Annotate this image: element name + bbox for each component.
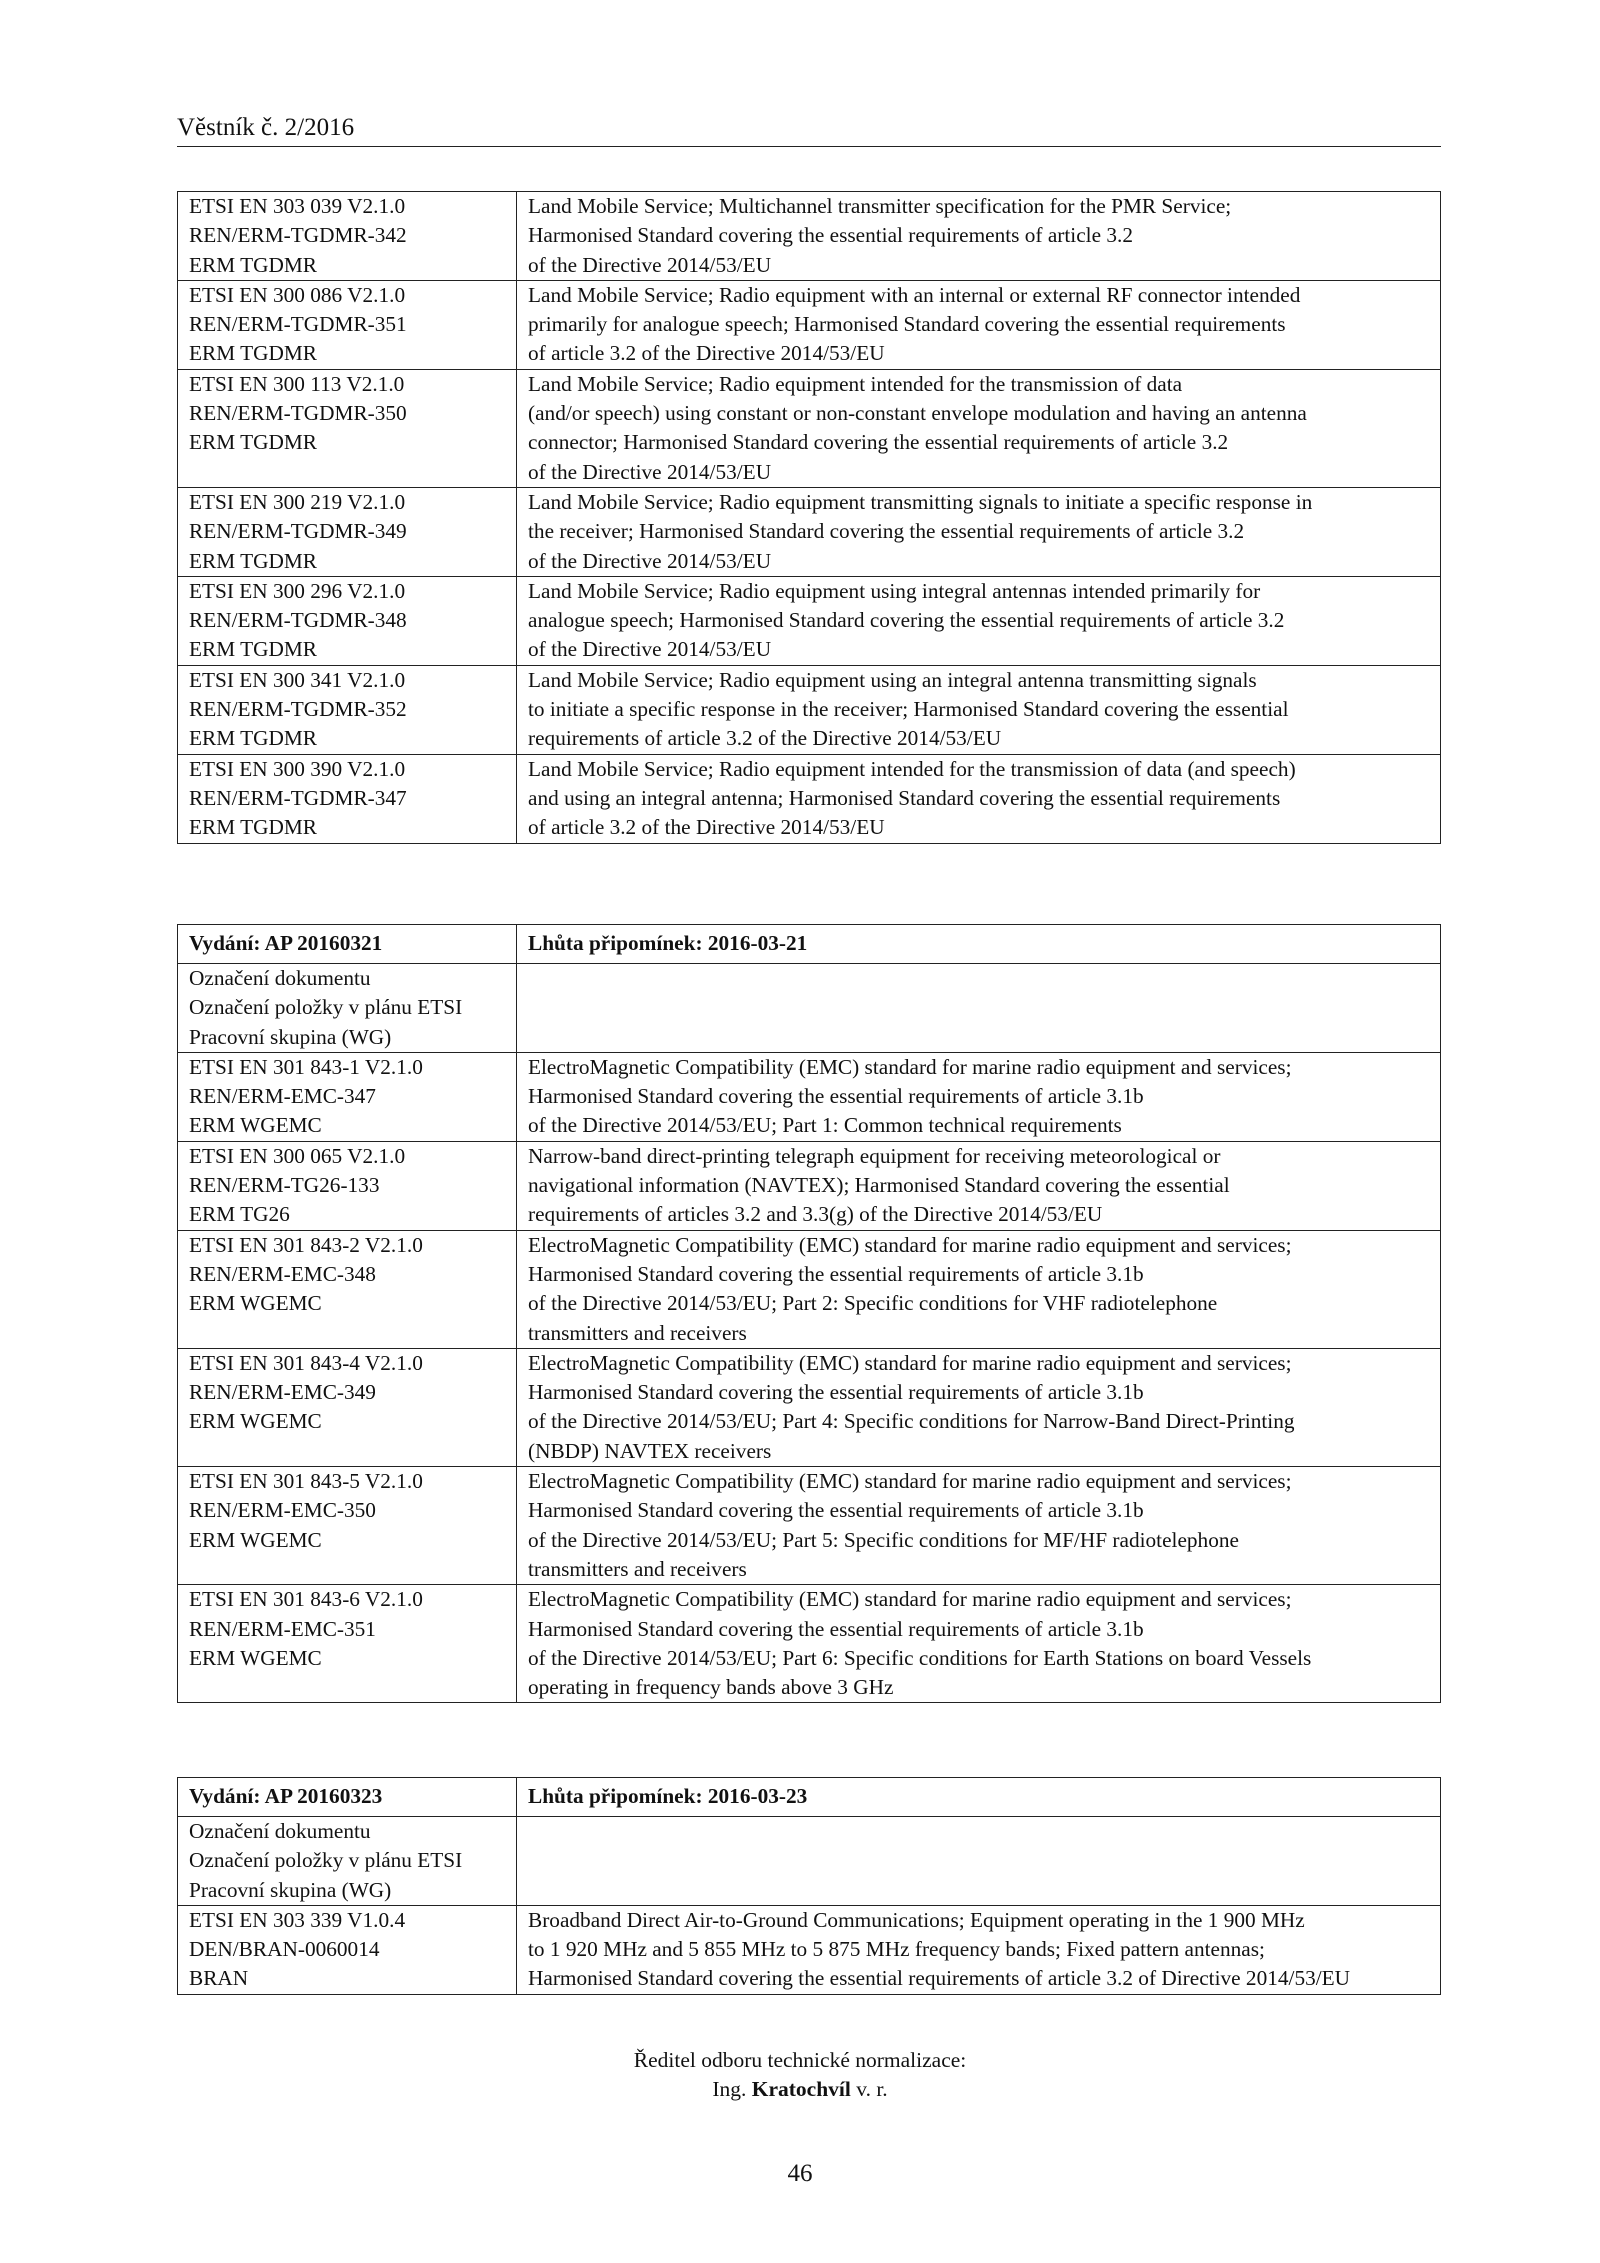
work-item: DEN/BRAN-0060014 (189, 1937, 380, 1962)
standard-number: ETSI EN 303 339 V1.0.4 (189, 1907, 406, 1932)
standard-title-cell (517, 280, 1441, 369)
signature-name: Kratochvíl (751, 2077, 851, 2101)
standard-id-cell (178, 369, 517, 487)
title-line: of the Directive 2014/53/EU; Part 1: Common technical requirements (528, 1113, 1122, 1138)
standard-id-cell (178, 754, 517, 843)
title-line: connector; Harmonised Standard covering the essential requirements of article 3.2 (528, 430, 1229, 455)
working-group: ERM TGDMR (189, 252, 317, 277)
title-line: analogue speech; Harmonised Standard covering the essential requirements of article 3.2 (528, 608, 1285, 633)
table-row (178, 576, 1441, 665)
title-line: Harmonised Standard covering the essential requirements of article 3.2 of Directive 2014/53/EU (528, 1966, 1351, 1991)
standard-id-cell (178, 1905, 517, 1994)
work-item: REN/ERM-EMC-351 (189, 1616, 376, 1641)
working-group: ERM TGDMR (189, 726, 317, 751)
title-line: requirements of article 3.2 of the Directive 2014/53/EU (528, 726, 1002, 751)
table-row (178, 1348, 1441, 1466)
title-line: of the Directive 2014/53/EU; Part 5: Specific conditions for MF/HF radiotelephone (528, 1527, 1239, 1552)
working-group: ERM WGEMC (189, 1409, 322, 1434)
working-group: ERM TGDMR (189, 637, 317, 662)
working-group: ERM TGDMR (189, 430, 317, 455)
standard-id-cell (178, 665, 517, 754)
title-line: Land Mobile Service; Radio equipment with an internal or external RF connector intended (528, 282, 1301, 307)
standard-title-cell (517, 754, 1441, 843)
title-line: of the Directive 2014/53/EU (528, 459, 772, 484)
standard-title-cell (517, 1585, 1441, 1703)
deadline-label: Lhůta připomínek: 2016-03-23 (517, 1778, 1441, 1817)
work-item: REN/ERM-TG26-133 (189, 1173, 380, 1198)
legend-working-group: Pracovní skupina (WG) (189, 1024, 392, 1049)
title-line: Harmonised Standard covering the essential requirements of article 3.1b (528, 1498, 1144, 1523)
title-line: ElectroMagnetic Compatibility (EMC) standard for marine radio equipment and services; (528, 1469, 1292, 1494)
title-line: Harmonised Standard covering the essential requirements of article 3.2 (528, 223, 1133, 248)
title-line: of the Directive 2014/53/EU (528, 637, 772, 662)
title-line: requirements of articles 3.2 and 3.3(g) of the Directive 2014/53/EU (528, 1202, 1103, 1227)
title-line: Harmonised Standard covering the essential requirements of article 3.1b (528, 1380, 1144, 1405)
title-line: Land Mobile Service; Radio equipment using integral antennas intended primarily for (528, 578, 1261, 603)
signature-title: Ing. (712, 2077, 747, 2101)
standard-number: ETSI EN 300 341 V2.1.0 (189, 667, 406, 692)
work-item: REN/ERM-TGDMR-350 (189, 401, 407, 426)
title-line: transmitters and receivers (528, 1556, 747, 1581)
standard-id-cell (178, 1141, 517, 1230)
work-item: REN/ERM-TGDMR-351 (189, 312, 407, 337)
standard-title-cell (517, 665, 1441, 754)
title-line: and using an integral antenna; Harmonised Standard covering the essential requirements (528, 785, 1281, 810)
standard-id-cell (178, 1467, 517, 1585)
table-header-row (178, 925, 1441, 964)
standards-table-1 (177, 191, 1441, 844)
working-group: ERM WGEMC (189, 1291, 322, 1316)
working-group: BRAN (189, 1966, 249, 1991)
signature-role: Ředitel odboru technické normalizace: (633, 2048, 967, 2072)
table-header-row (178, 1778, 1441, 1817)
title-line: Land Mobile Service; Radio equipment intended for the transmission of data (528, 371, 1183, 396)
journal-title: Věstník č. 2/2016 (177, 114, 355, 141)
legend-working-group: Pracovní skupina (WG) (189, 1877, 392, 1902)
title-line: Land Mobile Service; Radio equipment using an integral antenna transmitting signals (528, 667, 1257, 692)
page-header (177, 112, 1441, 147)
legend-document-id: Označení dokumentu (189, 966, 371, 990)
standard-title-cell (517, 1230, 1441, 1348)
table-row (178, 1141, 1441, 1230)
working-group: ERM WGEMC (189, 1527, 322, 1552)
page-number: 46 (787, 2160, 813, 2187)
working-group: ERM TG26 (189, 1202, 290, 1227)
legend-document-id: Označení dokumentu (189, 1819, 371, 1843)
title-line: ElectroMagnetic Compatibility (EMC) standard for marine radio equipment and services; (528, 1350, 1292, 1375)
standard-id-cell (178, 576, 517, 665)
signature-name-line (0, 2077, 1600, 2102)
title-line: to 1 920 MHz and 5 855 MHz to 5 875 MHz frequency bands; Fixed pattern antennas; (528, 1937, 1265, 1962)
title-line: (and/or speech) using constant or non-constant envelope modulation and having an antenna (528, 401, 1307, 426)
deadline-label: Lhůta připomínek: 2016-03-21 (517, 925, 1441, 964)
standard-number: ETSI EN 300 219 V2.1.0 (189, 489, 406, 514)
standard-number: ETSI EN 300 296 V2.1.0 (189, 578, 406, 603)
standard-id-cell (178, 1230, 517, 1348)
working-group: ERM TGDMR (189, 548, 317, 573)
legend-etsi-item: Označení položky v plánu ETSI (189, 1848, 463, 1873)
standard-id-cell (178, 1348, 517, 1466)
title-line: the receiver; Harmonised Standard covering the essential requirements of article 3.2 (528, 519, 1245, 544)
standard-number: ETSI EN 301 843-2 V2.1.0 (189, 1232, 423, 1257)
title-line: Land Mobile Service; Multichannel transmitter specification for the PMR Service; (528, 194, 1232, 218)
standards-table-ap-20160323 (177, 1777, 1441, 1995)
work-item: REN/ERM-TGDMR-348 (189, 608, 407, 633)
standard-id-cell (178, 487, 517, 576)
standard-title-cell (517, 1052, 1441, 1141)
title-line: of the Directive 2014/53/EU (528, 548, 772, 573)
standard-title-cell (517, 192, 1441, 281)
title-line: of the Directive 2014/53/EU; Part 4: Specific conditions for Narrow-Band Direct-Printing (528, 1409, 1295, 1434)
standard-number: ETSI EN 300 086 V2.1.0 (189, 282, 406, 307)
table-row (178, 1585, 1441, 1703)
table-row (178, 754, 1441, 843)
work-item: REN/ERM-TGDMR-349 (189, 519, 407, 544)
working-group: ERM WGEMC (189, 1113, 322, 1138)
title-line: Narrow-band direct-printing telegraph equipment for receiving meteorological or (528, 1143, 1221, 1168)
work-item: REN/ERM-EMC-348 (189, 1261, 376, 1286)
work-item: REN/ERM-TGDMR-352 (189, 697, 407, 722)
title-line: ElectroMagnetic Compatibility (EMC) standard for marine radio equipment and services; (528, 1587, 1292, 1612)
work-item: REN/ERM-TGDMR-342 (189, 223, 407, 248)
legend-etsi-item: Označení položky v plánu ETSI (189, 995, 463, 1020)
working-group: ERM TGDMR (189, 341, 317, 366)
title-line: Land Mobile Service; Radio equipment transmitting signals to initiate a specific response in (528, 489, 1313, 514)
table-row (178, 369, 1441, 487)
title-line: of article 3.2 of the Directive 2014/53/EU (528, 815, 885, 840)
standard-number: ETSI EN 300 390 V2.1.0 (189, 756, 406, 781)
issue-label: Vydání: AP 20160323 (178, 1778, 517, 1817)
standard-number: ETSI EN 300 065 V2.1.0 (189, 1143, 406, 1168)
table-row (178, 1230, 1441, 1348)
legend-cell (178, 1817, 517, 1906)
title-line: Harmonised Standard covering the essential requirements of article 3.1b (528, 1261, 1144, 1286)
table-row (178, 192, 1441, 281)
standard-title-cell (517, 369, 1441, 487)
title-line: transmitters and receivers (528, 1320, 747, 1345)
working-group: ERM TGDMR (189, 815, 317, 840)
table-row (178, 487, 1441, 576)
table-row (178, 665, 1441, 754)
legend-row (178, 1817, 1441, 1906)
standard-title-cell (517, 1467, 1441, 1585)
title-line: ElectroMagnetic Compatibility (EMC) standard for marine radio equipment and services; (528, 1054, 1292, 1079)
legend-empty-cell (517, 1817, 1441, 1906)
table-row (178, 1905, 1441, 1994)
legend-empty-cell (517, 964, 1441, 1053)
working-group: ERM WGEMC (189, 1645, 322, 1670)
standard-title-cell (517, 1141, 1441, 1230)
title-line: navigational information (NAVTEX); Harmonised Standard covering the essential (528, 1173, 1230, 1198)
work-item: REN/ERM-EMC-350 (189, 1498, 376, 1523)
work-item: REN/ERM-TGDMR-347 (189, 785, 407, 810)
title-line: of article 3.2 of the Directive 2014/53/EU (528, 341, 885, 366)
standard-number: ETSI EN 300 113 V2.1.0 (189, 371, 405, 396)
standards-table-ap-20160321 (177, 924, 1441, 1703)
title-line: operating in frequency bands above 3 GHz (528, 1675, 894, 1700)
standard-id-cell (178, 192, 517, 281)
title-line: Harmonised Standard covering the essential requirements of article 3.1b (528, 1616, 1144, 1641)
table-row (178, 280, 1441, 369)
standard-title-cell (517, 487, 1441, 576)
table-row (178, 1467, 1441, 1585)
legend-cell (178, 964, 517, 1053)
standard-number: ETSI EN 303 039 V2.1.0 (189, 194, 406, 218)
legend-row (178, 964, 1441, 1053)
standard-number: ETSI EN 301 843-6 V2.1.0 (189, 1587, 423, 1612)
standard-title-cell (517, 576, 1441, 665)
table-row (178, 1052, 1441, 1141)
standard-id-cell (178, 280, 517, 369)
standard-title-cell (517, 1348, 1441, 1466)
title-line: (NBDP) NAVTEX receivers (528, 1438, 772, 1463)
standard-number: ETSI EN 301 843-1 V2.1.0 (189, 1054, 423, 1079)
standard-title-cell (517, 1905, 1441, 1994)
work-item: REN/ERM-EMC-347 (189, 1084, 376, 1109)
title-line: primarily for analogue speech; Harmonised Standard covering the essential requirements (528, 312, 1286, 337)
work-item: REN/ERM-EMC-349 (189, 1380, 376, 1405)
standard-number: ETSI EN 301 843-5 V2.1.0 (189, 1469, 423, 1494)
issue-label: Vydání: AP 20160321 (178, 925, 517, 964)
title-line: of the Directive 2014/53/EU (528, 252, 772, 277)
title-line: Harmonised Standard covering the essential requirements of article 3.1b (528, 1084, 1144, 1109)
title-line: Land Mobile Service; Radio equipment intended for the transmission of data (and speech) (528, 756, 1296, 781)
title-line: of the Directive 2014/53/EU; Part 6: Specific conditions for Earth Stations on board Vessels (528, 1645, 1312, 1670)
title-line: to initiate a specific response in the receiver; Harmonised Standard covering the essential (528, 697, 1289, 722)
title-line: Broadband Direct Air-to-Ground Communications; Equipment operating in the 1 900 MHz (528, 1907, 1305, 1932)
signature-suffix: v. r. (856, 2077, 888, 2101)
standard-number: ETSI EN 301 843-4 V2.1.0 (189, 1350, 423, 1375)
title-line: ElectroMagnetic Compatibility (EMC) standard for marine radio equipment and services; (528, 1232, 1292, 1257)
title-line: of the Directive 2014/53/EU; Part 2: Specific conditions for VHF radiotelephone (528, 1291, 1218, 1316)
standard-id-cell (178, 1585, 517, 1703)
standard-id-cell (178, 1052, 517, 1141)
